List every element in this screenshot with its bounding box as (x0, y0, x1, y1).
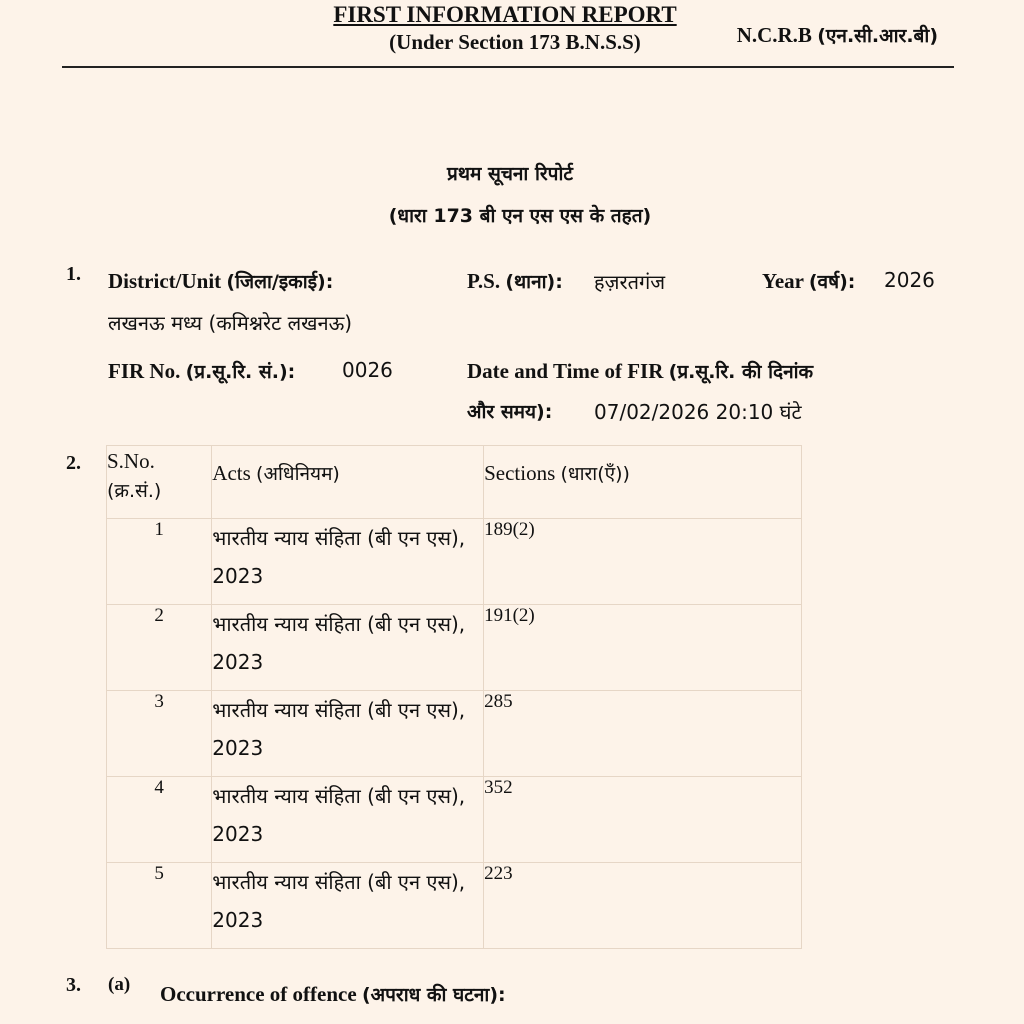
document-subtitle: (Under Section 173 B.N.S.S) (389, 30, 641, 54)
row-sno: 3 (107, 691, 212, 777)
table-header-row (107, 446, 802, 519)
table-row (107, 863, 802, 949)
police-station-value: हज़रतगंज (594, 270, 666, 294)
sno-header: S.No. (क्र.सं.) (107, 446, 212, 519)
ncrb-label-hindi: (एन.सी.आर.बी) (817, 25, 938, 47)
sections-header: Sections (धारा(एँ)) (484, 446, 802, 519)
district-value: लखनऊ मध्य (कमिश्नरेट लखनऊ) (108, 311, 353, 335)
row-section: 223 (484, 863, 802, 949)
row-act: भारतीय न्याय संहिता (बी एन एस), 2023 (212, 863, 484, 949)
document-title: FIRST INFORMATION REPORT (333, 2, 677, 27)
row-section: 352 (484, 777, 802, 863)
section-1-number: 1. (66, 263, 81, 285)
acts-header: Acts (अधिनियम) (212, 446, 484, 519)
row-act: भारतीय न्याय संहिता (बी एन एस), 2023 (212, 519, 484, 605)
police-station-label: P.S. (थाना): (467, 269, 563, 293)
acts-sections-table (106, 445, 802, 949)
document-subtitle-hindi: (धारा 173 बी एन एस एस के तहत) (388, 205, 652, 227)
fir-number-value: 0026 (342, 358, 393, 382)
ncrb-label: N.C.R.B (736, 23, 812, 47)
table-row (107, 777, 802, 863)
year-value: 2026 (884, 268, 935, 292)
row-section: 189(2) (484, 519, 802, 605)
row-section: 191(2) (484, 605, 802, 691)
row-act: भारतीय न्याय संहिता (बी एन एस), 2023 (212, 605, 484, 691)
fir-number-label: FIR No. (प्र.सू.रि. सं.): (108, 359, 296, 383)
year-label: Year (वर्ष): (762, 269, 856, 293)
document-title-hindi: प्रथम सूचना रिपोर्ट (447, 163, 573, 185)
table-row (107, 605, 802, 691)
row-sno: 4 (107, 777, 212, 863)
section-3-number: 3. (66, 974, 81, 996)
section-3a-marker: (a) (108, 974, 131, 995)
row-section: 285 (484, 691, 802, 777)
row-sno: 2 (107, 605, 212, 691)
section-2-number: 2. (66, 452, 81, 474)
occurrence-label: Occurrence of offence (अपराध की घटना): (160, 982, 506, 1006)
table-row (107, 519, 802, 605)
header-divider (62, 66, 954, 68)
row-sno: 1 (107, 519, 212, 605)
table-row (107, 691, 802, 777)
district-label: District/Unit (जिला/इकाई): (108, 269, 334, 293)
fir-datetime-label: Date and Time of FIR (प्र.सू.रि. की दिनांक (467, 359, 814, 383)
row-act: भारतीय न्याय संहिता (बी एन एस), 2023 (212, 691, 484, 777)
row-sno: 5 (107, 863, 212, 949)
row-act: भारतीय न्याय संहिता (बी एन एस), 2023 (212, 777, 484, 863)
fir-datetime-value: 07/02/2026 20:10 घंटे (594, 400, 802, 424)
fir-datetime-label-cont: और समय): (467, 401, 553, 423)
